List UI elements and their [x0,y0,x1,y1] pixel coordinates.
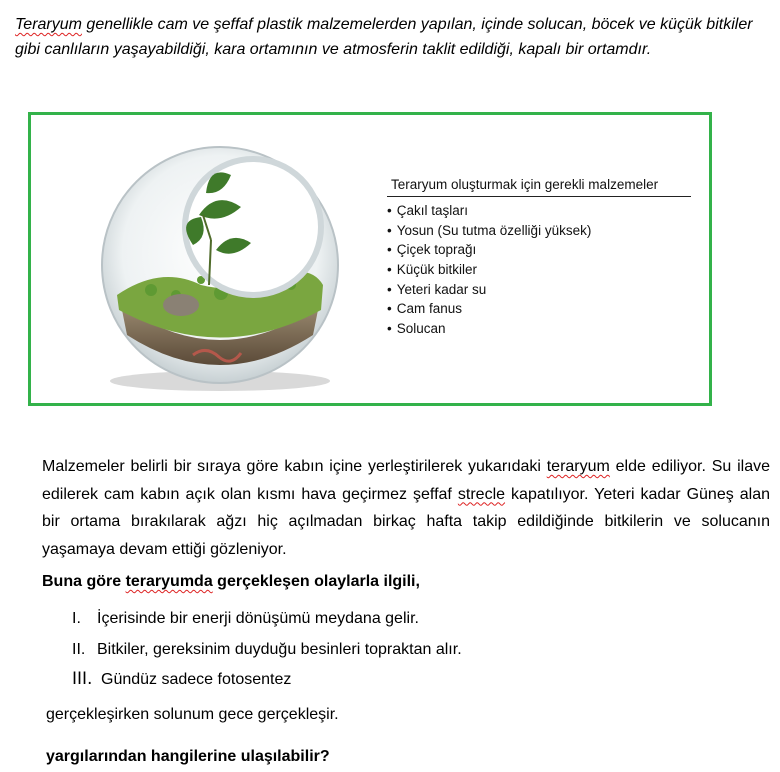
misspelled-word: Teraryum [15,16,82,33]
materials-list-title: Teraryum oluşturmak için gerekli malzemeler [387,177,691,197]
statement-list [72,606,462,698]
material-item: • Yosun (Su tutma özelliği yüksek) [387,221,697,241]
question-stem [42,573,420,591]
material-item: • Solucan [387,319,697,339]
question-part: gerçekleşen olaylarla ilgili, [212,573,420,590]
statement-item [72,606,462,637]
materials-list [387,177,697,339]
material-item: • Çakıl taşları [387,201,697,221]
misspelled-word: strecle [457,485,506,503]
material-item: • Çiçek toprağı [387,240,697,260]
paragraph-part: kapatılıyor. Yeteri kadar Güneş alan bir ortama bırakılarak ağzı hiç açılmadan birkaç hafta takip edildiğinde bitkilerin ve solucanın yaşamaya devam ettiği gözleniyor. [42,485,770,558]
statement-number: III. [72,669,93,689]
statement-text: Gündüz sadece fotosentez [101,671,292,688]
statement-text: İçerisinde bir enerji dönüşümü meydana gelir. [97,610,419,627]
paragraph-part: Malzemeler belirli bir sıraya göre kabın içine yerleştirilerek yukarıdaki [42,458,547,475]
intro-text [15,12,767,62]
terrarium-globe-illustration [81,145,359,395]
final-question: yargılarından hangilerine ulaşılabilir? [46,748,330,765]
statement-number: I. [72,610,81,627]
question-part: Buna göre [42,573,126,590]
misspelled-word: teraryumda [125,573,213,590]
statement-text: Bitkiler, gereksinim duyduğu besinleri topraktan alır. [97,640,462,658]
experiment-paragraph [42,453,770,563]
statement-item [72,667,462,698]
statement-continuation: gerçekleşirken solunum gece gerçekleşir. [46,706,339,723]
intro-body: genellikle cam ve şeffaf plastik malzemelerden yapılan, içinde solucan, böcek ve küçük bitkiler gibi canlıların yaşayabildiği, kara ortamının ve atmosferin taklit edildiği, kapalı bir ortamdır. [15,16,753,58]
material-item: • Cam fanus [387,299,697,319]
misspelled-word: teraryum [546,458,610,475]
statement-item [72,637,462,668]
material-item: • Küçük bitkiler [387,260,697,280]
paragraph-part: elde ediliyor. Su ilave edilerek cam kabın açık olan kısmı hava geçirmez şeffaf [42,458,770,503]
material-item: • Yeteri kadar su [387,280,697,300]
terrarium-figure [28,112,712,406]
statement-number: II. [72,640,86,658]
